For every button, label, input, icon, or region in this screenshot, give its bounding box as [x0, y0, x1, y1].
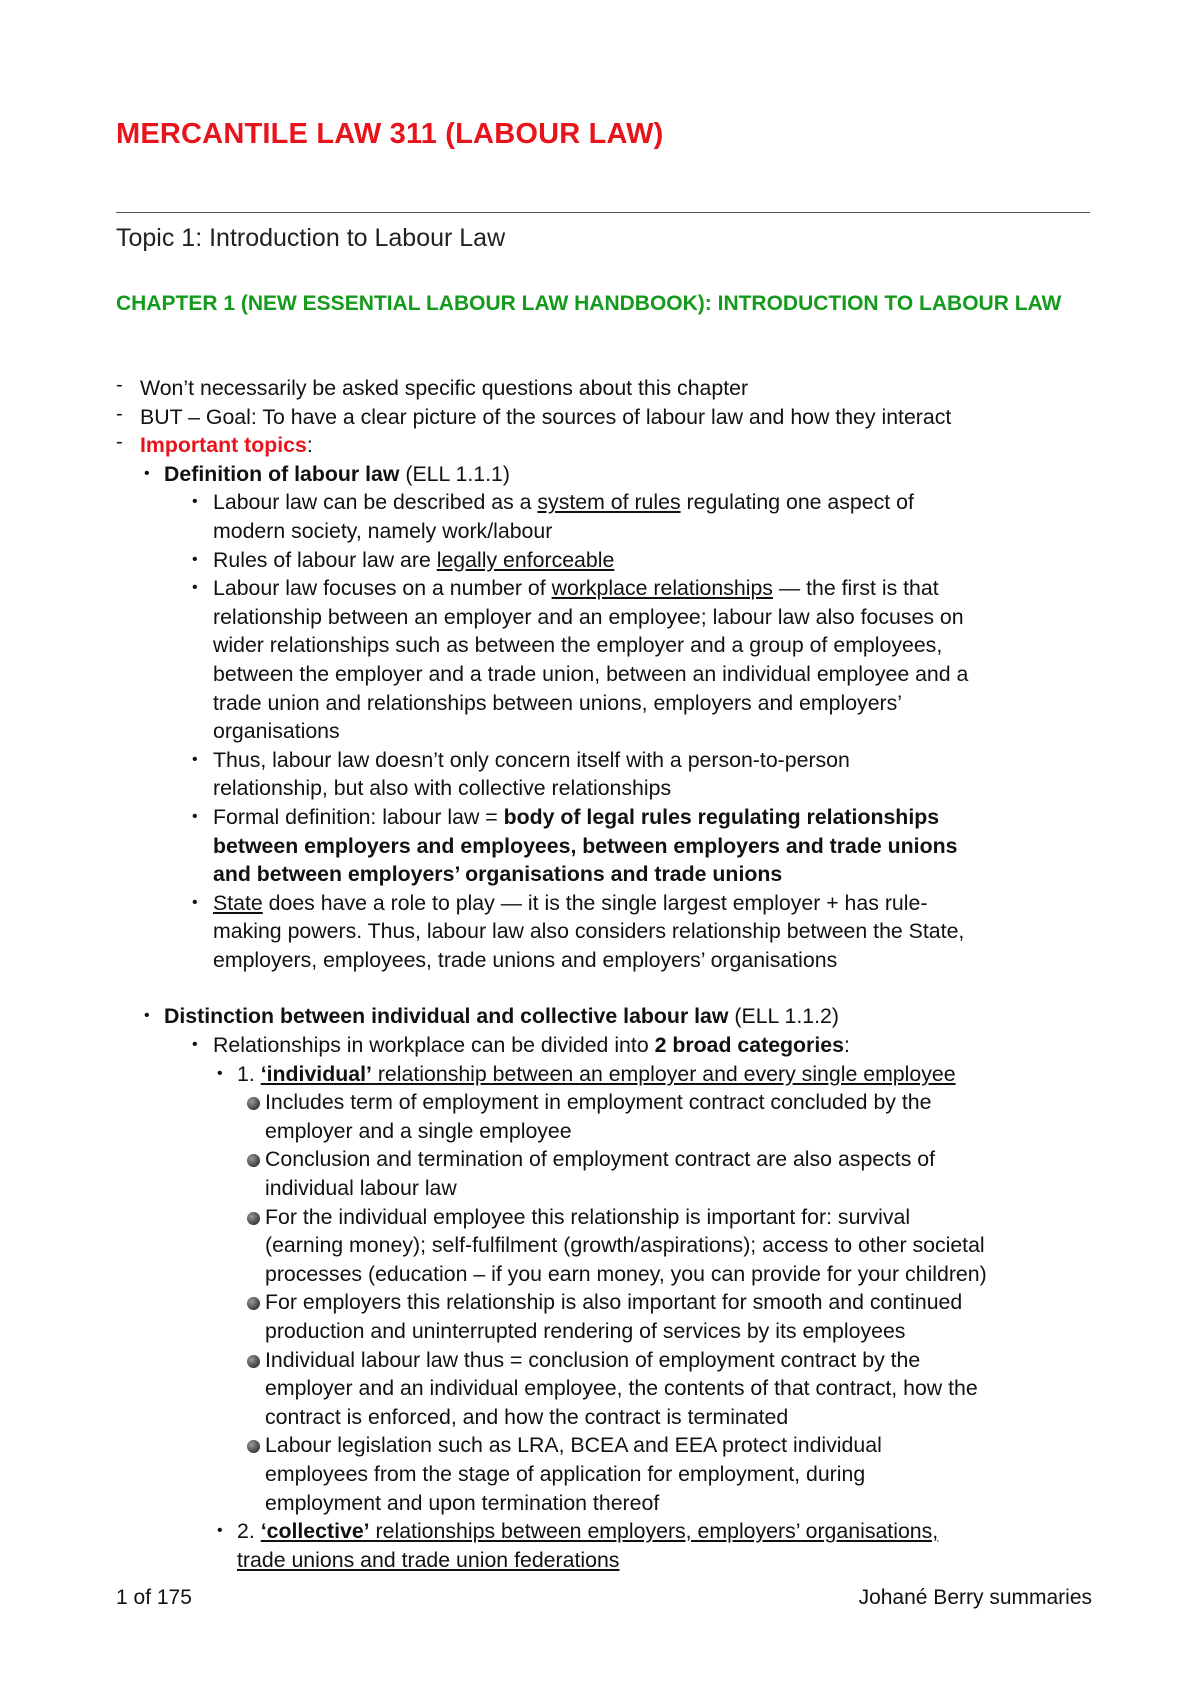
- bullet-icon: •: [144, 1007, 150, 1025]
- section-heading-definition: • Definition of labour law (ELL 1.1.1): [116, 460, 1096, 489]
- list-item: • State does have a role to play — it is the single largest employer + has rule-: [116, 889, 1096, 918]
- dash-marker: -: [116, 431, 123, 454]
- bullet-icon: •: [217, 1522, 223, 1540]
- bullet-icon: •: [192, 807, 198, 825]
- list-item: • Relationships in workplace can be divided into 2 broad categories:: [116, 1031, 1096, 1060]
- round-bullet-icon: [247, 1355, 260, 1368]
- sub-item: Individual labour law thus = conclusion of employment contract by the: [116, 1346, 1096, 1375]
- title-divider: [116, 212, 1090, 213]
- bullet-icon: •: [192, 1036, 198, 1054]
- sub-item: Labour legislation such as LRA, BCEA and EEA protect individual: [116, 1431, 1096, 1460]
- list-item: • Thus, labour law doesn’t only concern itself with a person-to-person: [116, 746, 1096, 775]
- round-bullet-icon: [247, 1212, 260, 1225]
- list-item: • Formal definition: labour law = body of legal rules regulating relationships: [116, 803, 1096, 832]
- document-body: - Won’t necessarily be asked specific questions about this chapter - BUT – Goal: To have a clear picture of the sources of labour law and how they interact - Important topics: • Definition of labour law (ELL 1.1.1) • Labour law can be described as a system of rules regulating one aspect of modern society, namely work/labour • Rules of labour law are legally enforceable • Labour law focuses on a number of workplace relationships — the first is that relationship between an employer and an employee; labour law also focuses on wider relationships such as between the employer and a group of employees, between the employer and a trade union, between an individual employee and a trade union and relationships between unions, employers and employers’ organisations • Thus, labour law doesn’t only concern itself with a person-to-person relationship, but also with collective relationships • Formal definition: labour law = body of legal rules regulating relationships between employers and employees, between employers and trade unions and between employers’ organisations and trade unions • State does have a role to play — it is the single largest employer + has rule- making powers. Thus, labour law also considers relationship between the State, employers, employees, trade unions and employers’ organisations • Distinction between individual and collective labour law (ELL 1.1.2) • Relationships in workplace can be divided into 2 broad categories: • 1. ‘individual’ relationship between an employer and every single employee Includes term of employment in employment contract concluded by the employer and a single employee Conclusion and termination of employment contract are also aspects of individual labour law For the individual employee this relationship is important for: survival (earning money); self-fulfilment (growth/aspirations); access to other societal processes (education – if you earn money, you can provide for your children) For employers this relationship is also important for smooth and continued production and uninterrupted rendering of services by its employees Individual labour law thus = conclusion of employment contract by the employer and an individual employee, the contents of that contract, how the contract is enforced, and how the contract is terminated Labour legislation such as LRA, BCEA and EEA protect individual employees from the stage of application for employment, during employment and upon termination thereof • 2. ‘collective’ relationships between employers, employers’ organisations, trade unions and trade union federations: [116, 374, 1096, 1574]
- round-bullet-icon: [247, 1154, 260, 1167]
- list-item: • Labour law can be described as a system of rules regulating one aspect of: [116, 488, 1096, 517]
- round-bullet-icon: [247, 1097, 260, 1110]
- sub-item: Conclusion and termination of employment contract are also aspects of: [116, 1145, 1096, 1174]
- list-item-collective: • 2. ‘collective’ relationships between employers, employers’ organisations,: [116, 1517, 1096, 1546]
- round-bullet-icon: [247, 1297, 260, 1310]
- list-item: • Rules of labour law are legally enforceable: [116, 546, 1096, 575]
- sub-item: For employers this relationship is also important for smooth and continued: [116, 1288, 1096, 1317]
- list-item-individual: • 1. ‘individual’ relationship between an employer and every single employee: [116, 1060, 1096, 1089]
- dash-marker: -: [116, 402, 123, 425]
- section-heading-distinction: • Distinction between individual and collective labour law (ELL 1.1.2): [116, 1002, 1096, 1031]
- page-number: 1 of 175: [116, 1586, 192, 1609]
- bullet-icon: •: [192, 750, 198, 768]
- list-item: • Labour law focuses on a number of workplace relationships — the first is that: [116, 574, 1096, 603]
- topic-heading: Topic 1: Introduction to Labour Law: [116, 224, 506, 252]
- list-item: - Won’t necessarily be asked specific questions about this chapter: [116, 374, 1096, 403]
- footer-author: Johané Berry summaries: [858, 1586, 1092, 1609]
- dash-marker: -: [116, 374, 123, 396]
- document-title: MERCANTILE LAW 311 (LABOUR LAW): [116, 118, 664, 150]
- sub-item: Includes term of employment in employment contract concluded by the: [116, 1088, 1096, 1117]
- round-bullet-icon: [247, 1440, 260, 1453]
- sub-item: For the individual employee this relationship is important for: survival: [116, 1203, 1096, 1232]
- bullet-icon: •: [192, 579, 198, 597]
- list-item: - Important topics:: [116, 431, 1096, 460]
- bullet-icon: •: [144, 464, 150, 482]
- bullet-icon: •: [192, 550, 198, 568]
- bullet-icon: •: [217, 1064, 223, 1082]
- bullet-icon: •: [192, 493, 198, 511]
- important-topics-label: Important topics: [140, 433, 307, 458]
- bullet-icon: •: [192, 893, 198, 911]
- chapter-heading: CHAPTER 1 (NEW ESSENTIAL LABOUR LAW HANDBOOK): INTRODUCTION TO LABOUR LAW: [116, 292, 1062, 315]
- list-item: - BUT – Goal: To have a clear picture of the sources of labour law and how they interact: [116, 403, 1096, 432]
